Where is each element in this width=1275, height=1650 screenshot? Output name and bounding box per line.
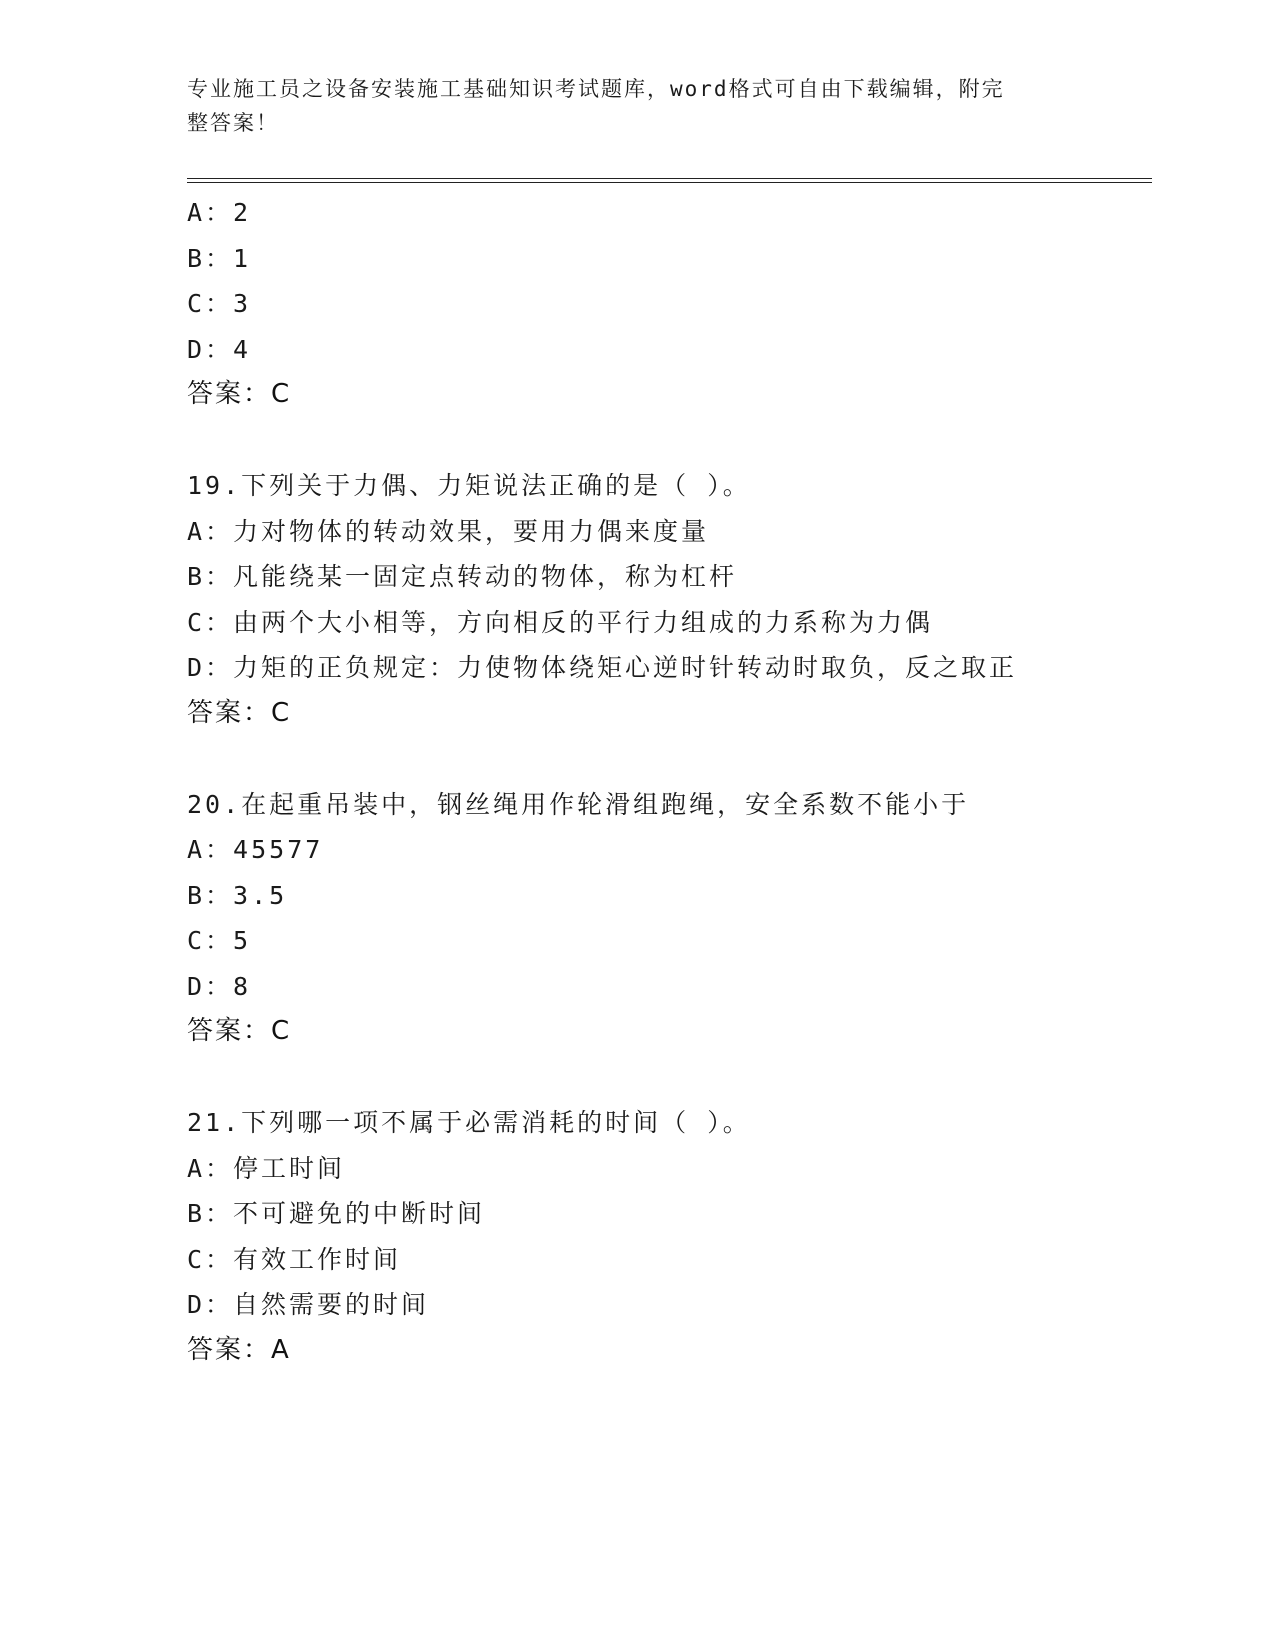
- question-block-20: [187, 782, 1152, 1055]
- option-a: A：2: [187, 198, 252, 227]
- option-d: D：力矩的正负规定：力使物体绕矩心逆时针转动时取负，反之取正: [187, 653, 1018, 682]
- question-block-19: [187, 463, 1152, 736]
- header-divider-top: [187, 178, 1152, 179]
- option-c: C：由两个大小相等，方向相反的平行力组成的力系称为力偶: [187, 607, 934, 637]
- option-d: D：4: [187, 334, 252, 364]
- option-d: D：自然需要的时间: [187, 1290, 430, 1319]
- header-title-line-2: 整答案！: [187, 111, 279, 135]
- option-b: B：3.5: [187, 880, 288, 910]
- question-block-21: [187, 1100, 1152, 1373]
- answer-line: 答案：C: [187, 697, 292, 728]
- option-a: A：停工时间: [187, 1153, 346, 1183]
- option-d: D：8: [187, 971, 252, 1001]
- option-c: C：3: [187, 289, 252, 318]
- question-block-18: [187, 190, 1152, 418]
- option-a: A：45577: [187, 835, 324, 864]
- option-b: B：1: [187, 243, 252, 273]
- question-list: [187, 190, 1152, 1373]
- question-text: 20.在起重吊装中，钢丝绳用作轮滑组跑绳，安全系数不能小于: [187, 789, 970, 819]
- option-b: B：不可避免的中断时间: [187, 1199, 486, 1228]
- answer-line: 答案：C: [187, 379, 292, 409]
- answer-line: 答案：A: [187, 1334, 291, 1365]
- spacer: [187, 1055, 1152, 1101]
- spacer: [187, 736, 1152, 782]
- header-title-line-1: 专业施工员之设备安装施工基础知识考试题库，word格式可自由下载编辑，附完: [187, 77, 1005, 101]
- question-text: 19.下列关于力偶、力矩说法正确的是（ ）。: [187, 471, 751, 500]
- option-c: C：有效工作时间: [187, 1244, 402, 1274]
- document-header: [187, 72, 1067, 140]
- answer-line: 答案：C: [187, 1016, 292, 1046]
- option-b: B：凡能绕某一固定点转动的物体，称为杠杆: [187, 562, 738, 591]
- option-c: C：5: [187, 926, 252, 955]
- question-text: 21.下列哪一项不属于必需消耗的时间（ ）。: [187, 1108, 751, 1137]
- header-divider-bottom: [187, 182, 1152, 183]
- option-a: A：力对物体的转动效果，要用力偶来度量: [187, 516, 710, 546]
- spacer: [187, 418, 1152, 464]
